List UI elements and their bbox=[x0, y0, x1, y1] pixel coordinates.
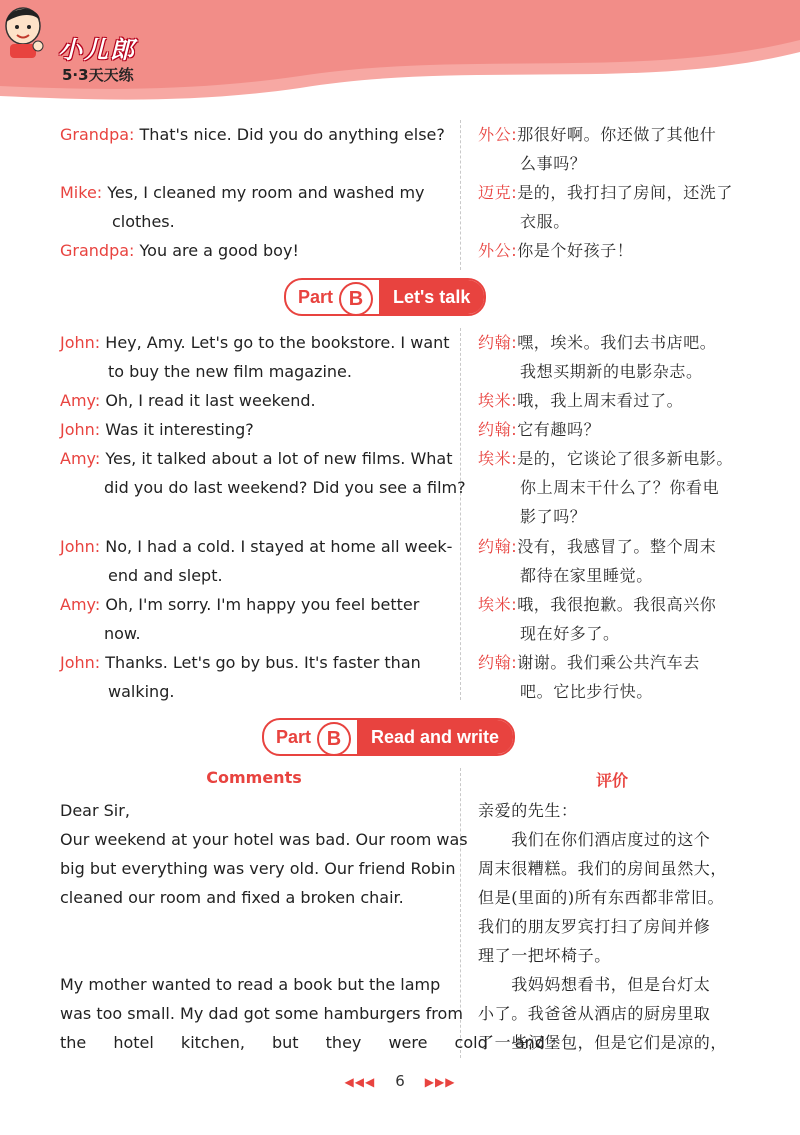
letter-line-en: was too small. My dad got some hamburgers from bbox=[60, 1004, 463, 1023]
dialogue-text-cn: 是的，它谈论了很多新电影。 bbox=[517, 449, 734, 468]
letter-line-en bbox=[60, 941, 450, 970]
letter-line-en: Our weekend at your hotel was bad. Our room was bbox=[60, 830, 468, 849]
dialogue-line-en bbox=[60, 648, 448, 706]
dialogue-text: end and slept. bbox=[108, 566, 223, 585]
speaker-label-cn: 约翰: bbox=[478, 653, 518, 672]
dialogue-line-cn bbox=[478, 415, 746, 444]
dialogue-text-cn: 哦，我上周末看过了。 bbox=[517, 391, 684, 410]
dialogue-line-en bbox=[60, 120, 448, 149]
dialogue-line-en bbox=[60, 532, 453, 590]
letter-line-cn: 理了一把坏椅子。 bbox=[478, 946, 611, 965]
dialogue-text: now. bbox=[104, 624, 141, 643]
speaker-label: John: bbox=[60, 653, 101, 672]
dialogue-text: did you do last weekend? Did you see a film? bbox=[104, 478, 466, 497]
letter-line-en: big but everything was very old. Our friend Robin bbox=[60, 859, 456, 878]
dialogue-line-cn bbox=[478, 328, 746, 386]
dialogue-text-cn: 嘿，埃米。我们去书店吧。 bbox=[517, 333, 717, 352]
dialogue-text-cn: 那很好啊。你还做了其他什 bbox=[517, 125, 717, 144]
dialogue-text-cn: 衣服。 bbox=[520, 212, 570, 231]
banner-part-letter: B bbox=[339, 282, 373, 316]
dialogue-text-cn: 现在好多了。 bbox=[520, 624, 620, 643]
speaker-label-cn: 约翰: bbox=[478, 537, 518, 556]
dialogue-text: clothes. bbox=[112, 212, 175, 231]
letter-line-cn: 我们的朋友罗宾打扫了房间并修 bbox=[478, 917, 711, 936]
section-banner-lets-talk bbox=[284, 278, 486, 316]
letter-line-cn: 我妈妈想看书，但是台灯太 bbox=[478, 975, 711, 994]
dialogue-line-en bbox=[60, 386, 448, 415]
letter-line-en: cleaned our room and fixed a broken chair. bbox=[60, 888, 404, 907]
dialogue-line-en bbox=[60, 590, 448, 648]
dialogue-text-cn: 没有，我感冒了。整个周末 bbox=[517, 537, 717, 556]
speaker-label: Grandpa: bbox=[60, 125, 135, 144]
dialogue-text: No, I had a cold. I stayed at home all week- bbox=[105, 537, 453, 556]
dialogue-text: Oh, I'm sorry. I'm happy you feel better bbox=[105, 595, 420, 614]
dialogue-line-cn bbox=[478, 120, 746, 178]
dialogue-text: walking. bbox=[108, 682, 175, 701]
dialogue-text: to buy the new film magazine. bbox=[108, 362, 352, 381]
dialogue-text: Thanks. Let's go by bus. It's faster than bbox=[105, 653, 421, 672]
dialogue-text-cn: 我想买期新的电影杂志。 bbox=[520, 362, 703, 381]
dialogue-text-cn: 你上周末干什么了？你看电 bbox=[520, 478, 720, 497]
speaker-label-cn: 埃米: bbox=[478, 595, 518, 614]
dialogue-line-en bbox=[60, 444, 466, 502]
banner-part-label: Part bbox=[298, 286, 334, 307]
speaker-label: Mike: bbox=[60, 183, 103, 202]
speaker-label: John: bbox=[60, 420, 101, 439]
dialogue-line-cn bbox=[478, 648, 746, 706]
speaker-label: John: bbox=[60, 333, 101, 352]
dialogue-text: You are a good boy! bbox=[139, 241, 299, 260]
speaker-label: John: bbox=[60, 537, 101, 556]
dialogue-line-cn bbox=[478, 178, 746, 236]
dialogue-line-en bbox=[60, 178, 448, 236]
dialogue-text: Hey, Amy. Let's go to the bookstore. I want bbox=[105, 333, 450, 352]
dialogue-text-cn: 影了吗？ bbox=[520, 507, 587, 526]
dialogue-line-cn bbox=[478, 236, 746, 265]
dialogue-text-cn: 哦，我很抱歉。我很高兴你 bbox=[517, 595, 717, 614]
dialogue-text-cn: 谢谢。我们乘公共汽车去 bbox=[517, 653, 700, 672]
speaker-label: Amy: bbox=[60, 595, 101, 614]
dialogue-text: Oh, I read it last weekend. bbox=[105, 391, 316, 410]
dialogue-text-cn: 么事吗？ bbox=[520, 154, 587, 173]
banner-part-letter: B bbox=[317, 722, 351, 756]
dialogue-line-cn bbox=[478, 444, 746, 531]
dialogue-text: Yes, it talked about a lot of new films. What bbox=[105, 449, 453, 468]
column-divider bbox=[460, 328, 461, 700]
dialogue-line-en bbox=[60, 328, 448, 386]
letter-line-cn: 但是(里面的)所有东西都非常旧。 bbox=[478, 888, 725, 907]
section-banner-read-and-write bbox=[262, 718, 515, 756]
dialogue-line-cn bbox=[478, 532, 746, 590]
dialogue-text: Yes, I cleaned my room and washed my bbox=[107, 183, 425, 202]
dialogue-text: Was it interesting? bbox=[105, 420, 254, 439]
page-header bbox=[0, 0, 800, 110]
left-arrows-icon: ◀◀◀ bbox=[344, 1075, 376, 1089]
dialogue-line-en bbox=[60, 415, 448, 444]
letter-line-en: My mother wanted to read a book but the lamp bbox=[60, 975, 441, 994]
speaker-label-cn: 埃米: bbox=[478, 449, 518, 468]
speaker-label: Amy: bbox=[60, 449, 101, 468]
letter-line-en: Dear Sir, bbox=[60, 801, 130, 820]
letter-line-cn: 小了。我爸爸从酒店的厨房里取 bbox=[478, 1004, 711, 1023]
page-footer bbox=[0, 1072, 800, 1090]
dialogue-line-cn bbox=[478, 590, 746, 648]
letter-line-cn: 了一些汉堡包，但是它们是凉的， bbox=[478, 1033, 728, 1052]
speaker-label-cn: 约翰: bbox=[478, 333, 518, 352]
comments-heading-en: Comments bbox=[206, 768, 302, 787]
banner-part-label: Part bbox=[276, 726, 312, 747]
letter-line-cn: 我们在你们酒店度过的这个 bbox=[478, 830, 711, 849]
letter-line-en bbox=[60, 912, 450, 941]
letter-line-cn: 亲爱的先生： bbox=[478, 801, 578, 820]
speaker-label-cn: 约翰: bbox=[478, 420, 518, 439]
banner-title: Let's talk bbox=[379, 280, 484, 314]
letter-line-cn: 周末很糟糕。我们的房间虽然大， bbox=[478, 859, 728, 878]
dialogue-text: That's nice. Did you do anything else? bbox=[139, 125, 445, 144]
dialogue-text-cn: 吧。它比步行快。 bbox=[520, 682, 653, 701]
brand-subtitle: 5·3天天练 bbox=[62, 66, 134, 84]
dialogue-text-cn: 你是个好孩子！ bbox=[517, 241, 634, 260]
speaker-label: Amy: bbox=[60, 391, 101, 410]
dialogue-text-cn: 是的，我打扫了房间，还洗了 bbox=[517, 183, 734, 202]
brand-logo-text: 小儿郎 bbox=[58, 36, 136, 64]
dialogue-text-cn: 都待在家里睡觉。 bbox=[520, 566, 653, 585]
dialogue-line-en bbox=[60, 236, 448, 265]
page-number: 6 bbox=[395, 1072, 405, 1090]
right-arrows-icon: ▶▶▶ bbox=[424, 1075, 456, 1089]
comments-heading-cn: 评价 bbox=[595, 771, 628, 790]
dialogue-text-cn: 它有趣吗？ bbox=[517, 420, 601, 439]
dialogue-line-cn bbox=[478, 386, 746, 415]
letter-line-en: the hotel kitchen, but they were cold and bbox=[60, 1033, 545, 1052]
letter-text-cn bbox=[478, 796, 748, 1057]
speaker-label-cn: 外公: bbox=[478, 125, 518, 144]
speaker-label-cn: 埃米: bbox=[478, 391, 518, 410]
banner-title: Read and write bbox=[357, 720, 513, 754]
speaker-label-cn: 外公: bbox=[478, 241, 518, 260]
speaker-label: Grandpa: bbox=[60, 241, 135, 260]
column-divider bbox=[460, 120, 461, 270]
mascot-boy-icon bbox=[0, 0, 46, 60]
speaker-label-cn: 迈克: bbox=[478, 183, 518, 202]
